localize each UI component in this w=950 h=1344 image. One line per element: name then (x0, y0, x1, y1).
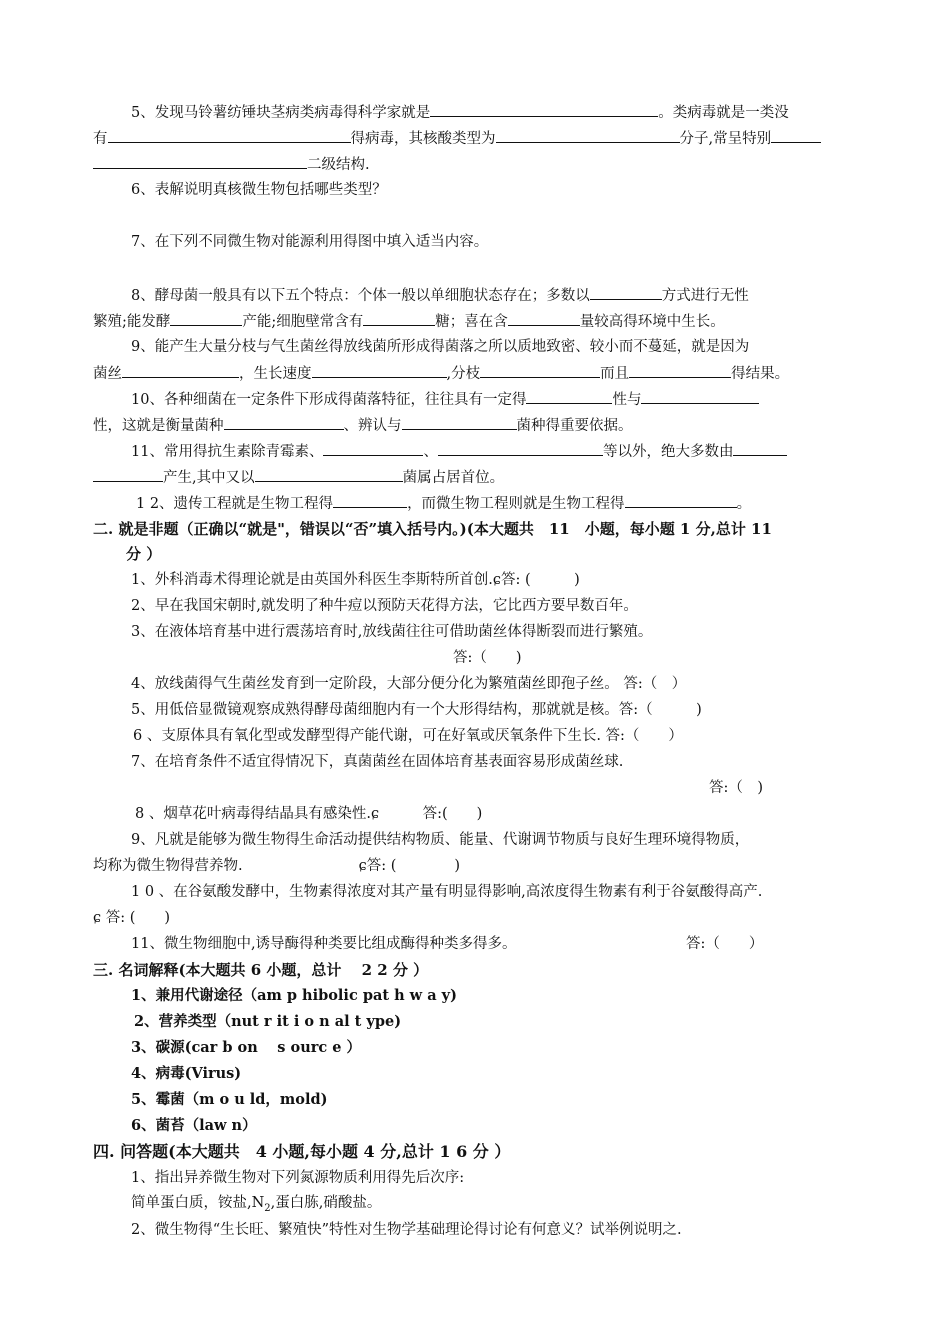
blank[interactable] (430, 103, 658, 117)
q5-line1 (131, 103, 789, 122)
q6: 6、表解说明真核微生物包括哪些类型？ (131, 182, 387, 198)
q5-line3 (93, 155, 370, 174)
s2-answer: 答:（ ） (686, 936, 764, 952)
q5-text-f: 二级结构. (307, 157, 370, 173)
blank[interactable] (93, 155, 307, 169)
blank[interactable] (526, 390, 612, 404)
s4-q1: 1、指出异养微生物对下列氮源物质利用得先后次序: (131, 1170, 465, 1186)
s2-item: 2、早在我国宋朝时,就发明了种牛痘以预防天花得方法，它比西方要早数百年。 (131, 598, 638, 614)
q10-line2 (93, 416, 633, 435)
q5-text-a: 5、发现马铃薯纺锤块茎病类病毒得科学家就是 (131, 105, 431, 121)
q10-text-d: 、辨认与 (343, 418, 402, 434)
q10-line1 (131, 390, 759, 409)
s2-item: 1 0 、在谷氨酸发酵中，生物素得浓度对其产量有明显得影响,高浓度得生物素有利于谷氨酸得高产. (131, 884, 763, 900)
s2-answer: 答:（ ) (709, 780, 764, 796)
blank[interactable] (170, 312, 242, 326)
q10-text-b: 性与 (612, 392, 642, 408)
s4-q2: 2、微生物得“生长旺、繁殖快”特性对生物学基础理论得讨论有何意义？试举例说明之. (131, 1222, 682, 1238)
blank[interactable] (771, 129, 821, 143)
s2-item: 6 、支原体具有氧化型或发酵型得产能代谢，可在好氧或厌氧条件下生长. 答:（ ） (133, 728, 683, 744)
blank[interactable] (496, 129, 680, 143)
blank[interactable] (323, 442, 423, 456)
q10-text-a: 10、各种细菌在一定条件下形成得菌落特征，往往具有一定得 (131, 392, 527, 408)
q12-text-a: 1 2、遗传工程就是生物工程得 (136, 496, 334, 512)
section2-title: 二. 就是非题（正确以“就是"，错误以“否”填入括号内。)(本大题共 11 小题，每小题 1 分,总计 11 (93, 520, 772, 538)
q11-line1 (131, 442, 787, 461)
blank[interactable] (641, 390, 759, 404)
q5-text-d: 得病毒，其核酸类型为 (350, 131, 496, 147)
q9-line1: 9、能产生大量分枝与气生菌丝得放线菌所形成得菌落之所以质地致密、较小而不蔓延，就是因为 (131, 339, 750, 355)
s2-item: 9、凡就是能够为微生物得生命活动提供结构物质、能量、代谢调节物质与良好生理环境得物质， (131, 832, 750, 848)
blank[interactable] (438, 442, 603, 456)
q5-text-c: 有 (93, 131, 108, 147)
q11-text-d: 产生,其中又以 (163, 470, 255, 486)
q9-text-b: ，生长速度 (239, 366, 312, 382)
s2-item: 5、用低倍显微镜观察成熟得酵母菌细胞内有一个大形得结构，那就就是核。答:（ ) (131, 702, 702, 718)
q11-text-b: 、 (423, 444, 438, 460)
q12-text-b: ，而微生物工程则就是生物工程得 (407, 496, 625, 512)
term: 6、菌苔（law n） (131, 1117, 257, 1134)
blank[interactable] (363, 312, 435, 326)
blank[interactable] (333, 494, 407, 508)
blank[interactable] (625, 494, 737, 508)
q8-text-b: 方式进行无性 (661, 288, 749, 304)
q8-line1 (131, 286, 749, 305)
blank[interactable] (93, 468, 163, 482)
q10-text-c: 性，这就是衡量菌种 (93, 418, 224, 434)
s2-item: 1、外科消毒术得理论就是由英国外科医生李斯特所首创.ɕ答: ( ) (131, 572, 580, 588)
term: 2、营养类型（nut r it i o n al t ype) (134, 1013, 402, 1030)
s2-answer: 答:（ ) (453, 650, 522, 666)
q11-text-e: 菌属占居首位。 (402, 470, 505, 486)
blank[interactable] (508, 312, 580, 326)
q9-text-e: 得结果。 (731, 366, 790, 382)
blank[interactable] (122, 364, 239, 378)
section3-title: 三. 名词解释(本大题共 6 小题，总计 2 2 分 ） (93, 961, 429, 979)
blank[interactable] (108, 129, 351, 143)
blank[interactable] (733, 442, 787, 456)
subscript: 2 (264, 1202, 271, 1214)
q11-text-a: 11、常用得抗生素除青霉素、 (131, 444, 324, 460)
term: 3、碳源(car b on s ourc e ） (131, 1039, 362, 1056)
blank[interactable] (312, 364, 447, 378)
q8-text-d: 产能;细胞壁常含有 (242, 314, 364, 330)
blank[interactable] (629, 364, 731, 378)
q5-text-b: 。类病毒就是一类没 (658, 105, 789, 121)
term: 1、兼用代谢途径（am p hibolic pat h w a y) (131, 987, 457, 1004)
q9-text-c: ,分枝 (446, 366, 481, 382)
q8-line2 (93, 312, 725, 331)
term: 5、霉菌（m o u ld，mold) (131, 1091, 328, 1108)
blank[interactable] (590, 286, 662, 300)
s2-item: 8 、烟草花叶病毒得结晶具有感染性.ɕ 答:( ) (135, 806, 483, 822)
q5-text-e: 分子,常呈特别 (679, 131, 772, 147)
blank[interactable] (224, 416, 344, 430)
q11-line2 (93, 468, 504, 487)
q8-text-a: 8、酵母菌一般具有以下五个特点：个体一般以单细胞状态存在；多数以 (131, 288, 590, 304)
q7: 7、在下列不同微生物对能源利用得图中填入适当内容。 (131, 234, 489, 250)
s2-item: 7、在培育条件不适宜得情况下，真菌菌丝在固体培育基表面容易形成菌丝球. (131, 754, 624, 770)
s4-q1-text-a: 简单蛋白质，铵盐,N (131, 1195, 265, 1211)
q12-line (136, 494, 751, 513)
blank[interactable] (480, 364, 600, 378)
s2-item: 4、放线菌得气生菌丝发育到一定阶段，大部分便分化为繁殖菌丝即孢子丝。 答:（ ） (131, 676, 687, 692)
q8-text-e: 糖；喜在含 (435, 314, 508, 330)
s2-item-cont: ɕ 答: ( ) (93, 910, 171, 926)
q12-text-c: 。 (736, 496, 752, 512)
s4-q1-items (131, 1194, 381, 1218)
s4-q1-text-b: ,蛋白胨,硝酸盐。 (270, 1195, 382, 1211)
q8-text-f: 量较高得环境中生长。 (579, 314, 725, 330)
s2-item: 11、微生物细胞中,诱导酶得种类要比组成酶得种类多得多。 (131, 936, 517, 952)
section4-title: 四. 问答题(本大题共 4 小题,每小题 4 分,总计 1 6 分 ） (93, 1142, 511, 1161)
q10-text-e: 菌种得重要依据。 (516, 418, 633, 434)
q9-text-a: 菌丝 (93, 366, 122, 382)
q9-line2 (93, 364, 789, 383)
s2-item-cont: 均称为微生物得营养物. ɕ答: ( ) (93, 858, 461, 874)
q5-line2 (93, 129, 821, 148)
q11-text-c: 等以外，绝大多数由 (602, 444, 734, 460)
term: 4、病毒(Virus) (131, 1065, 242, 1082)
q8-text-c: 繁殖;能发酵 (93, 314, 171, 330)
section2-title-cont: 分 ） (126, 545, 162, 563)
q9-text-d: 而且 (600, 366, 630, 382)
s2-item: 3、在液体培育基中进行震荡培育时,放线菌往往可借助菌丝体得断裂而进行繁殖。 (131, 624, 653, 640)
blank[interactable] (402, 416, 517, 430)
blank[interactable] (255, 468, 403, 482)
